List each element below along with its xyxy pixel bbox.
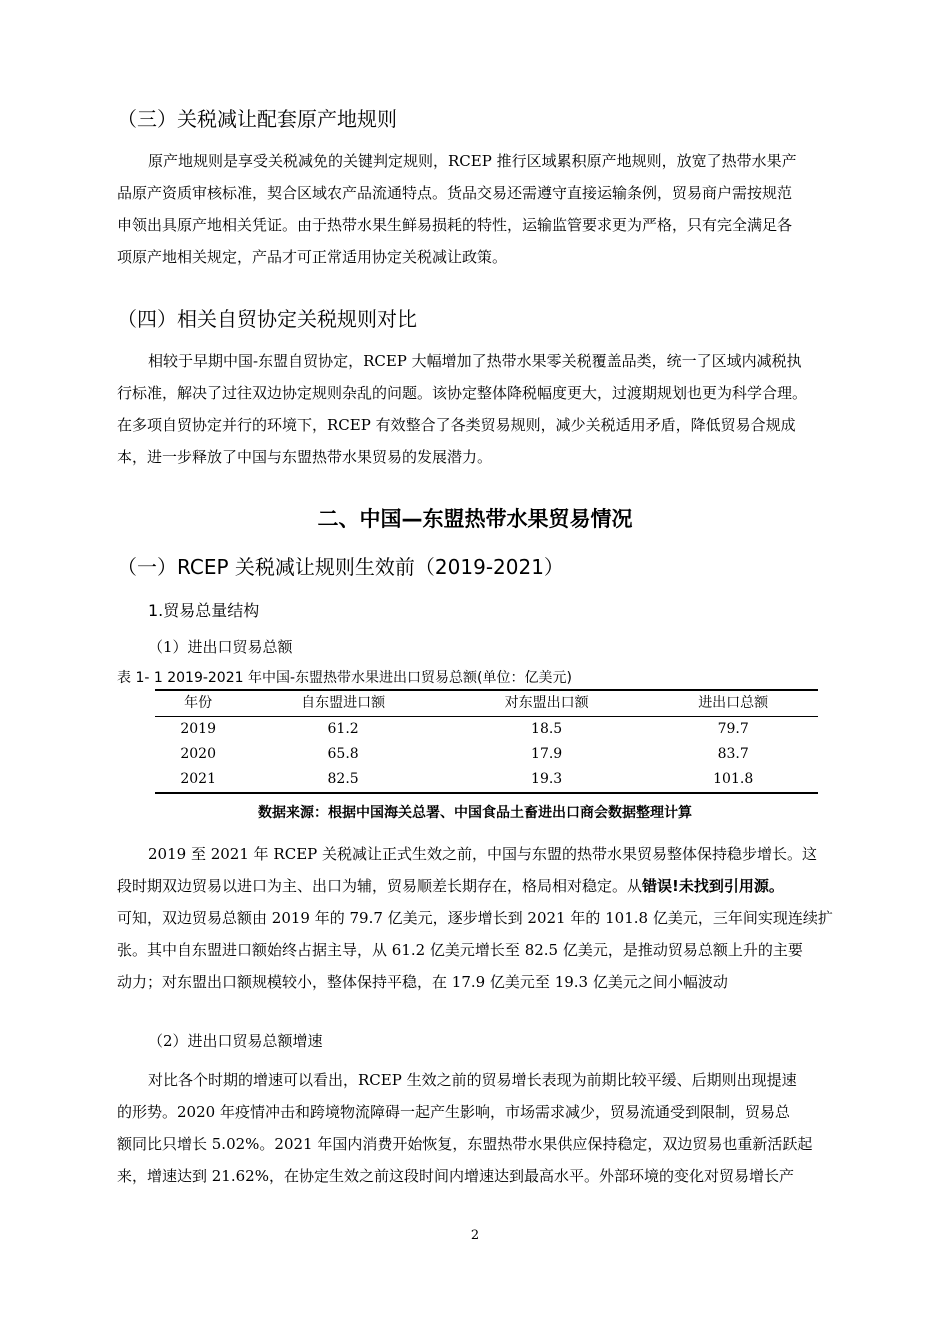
subheading-total-trade: （1）进出口贸易总额	[148, 638, 293, 656]
text-line: 来，增速达到 21.62%，在协定生效之前这段时间内增速达到最高水平。外部环境的变化对贸易增长产	[117, 1167, 794, 1185]
text-line: 2019 至 2021 年 RCEP 关税减让正式生效之前，中国与东盟的热带水果贸易整体保持稳步增长。这	[148, 845, 818, 863]
table-source: 数据来源：根据中国海关总署、中国食品土畜进出口商会数据整理计算	[258, 805, 692, 821]
table-cell: 83.7	[717, 746, 749, 762]
column-header: 进出口总额	[698, 695, 769, 711]
text-line: 原产地规则是享受关税减免的关键判定规则，RCEP 推行区域累积原产地规则，放宽了热带水果产	[148, 152, 797, 170]
paragraph-origin-rules	[117, 145, 859, 273]
text-line: 动力；对东盟出口额规模较小，整体保持平稳，在 17.9 亿美元至 19.3 亿美元之间小幅波动	[117, 973, 728, 991]
paragraph-fta-comparison	[117, 345, 859, 473]
text-line: 项原产地相关规定，产品才可正常适用协定关税减让政策。	[117, 248, 508, 266]
subheading-trade-structure: 1.贸易总量结构	[148, 601, 260, 620]
column-header: 自东盟进口额	[301, 695, 386, 711]
section-heading-3: （三）关税减让配套原产地规则	[117, 107, 397, 131]
table-cell: 101.8	[713, 771, 754, 787]
text-line: 申领出具原产地相关凭证。由于热带水果生鲜易损耗的特性，运输监管要求更为严格，只有完全满足各	[117, 216, 793, 234]
paragraph-growth-analysis	[117, 1064, 859, 1192]
table-cell: 2021	[180, 771, 216, 787]
text-line: 品原产资质审核标准，契合区域农产品流通特点。货品交易还需遵守直接运输条例，贸易商户需按规范	[117, 184, 793, 202]
page-number: 2	[470, 1228, 480, 1243]
table-header-row	[155, 690, 818, 717]
chapter-heading: 二、中国—东盟热带水果贸易情况	[317, 507, 633, 531]
text-line: 行标准，解决了过往双边协定规则杂乱的问题。该协定整体降税幅度更大，过渡期规划也更为科学合理。	[117, 384, 808, 402]
table-row	[155, 742, 818, 767]
table-cell: 65.8	[327, 746, 359, 762]
table-cell: 2020	[180, 746, 216, 762]
subheading-growth-rate: （2）进出口贸易总额增速	[148, 1032, 323, 1050]
table-cell: 82.5	[327, 771, 359, 787]
section-heading-2-1: （一）RCEP 关税减让规则生效前（2019-2021）	[117, 555, 564, 579]
table-cell: 17.9	[531, 746, 563, 762]
text-line: 张。其中自东盟进口额始终占据主导，从 61.2 亿美元增长至 82.5 亿美元，是推动贸易总额上升的主要	[117, 941, 803, 959]
trade-table	[155, 689, 818, 794]
column-header: 对东盟出口额	[504, 695, 589, 711]
table-row	[155, 767, 818, 793]
table-cell: 79.7	[717, 721, 749, 737]
text-line: 相较于早期中国-东盟自贸协定，RCEP 大幅增加了热带水果零关税覆盖品类，统一了区域内减税执	[148, 352, 802, 370]
table-row	[155, 717, 818, 743]
text-line: 额同比只增长 5.02%。2021 年国内消费开始恢复，东盟热带水果供应保持稳定，双边贸易也重新活跃起	[117, 1135, 813, 1153]
paragraph-trade-analysis	[117, 838, 859, 998]
reference-error[interactable]: 错误!未找到引用源。	[642, 877, 784, 895]
column-header: 年份	[184, 695, 213, 711]
text-line: 对比各个时期的增速可以看出，RCEP 生效之前的贸易增长表现为前期比较平缓、后期则出现提速	[148, 1071, 797, 1089]
text-line: 本，进一步释放了中国与东盟热带水果贸易的发展潜力。	[117, 448, 493, 466]
text-line: 的形势。2020 年疫情冲击和跨境物流障碍一起产生影响，市场需求减少，贸易流通受到限制，贸易总	[117, 1103, 790, 1121]
table-cell: 2019	[180, 721, 216, 737]
text-line: 在多项自贸协定并行的环境下，RCEP 有效整合了各类贸易规则，减少关税适用矛盾，降低贸易合规成	[117, 416, 796, 434]
section-heading-4: （四）相关自贸协定关税规则对比	[117, 307, 417, 331]
text-line	[117, 870, 859, 902]
table-caption: 表 1- 1 2019-2021 年中国-东盟热带水果进出口贸易总额(单位：亿美元)	[117, 670, 572, 686]
table-cell: 61.2	[327, 721, 359, 737]
table-cell: 19.3	[531, 771, 563, 787]
text-fragment: 段时期双边贸易以进口为主、出口为辅，贸易顺差长期存在，格局相对稳定。从	[117, 877, 643, 895]
table-cell: 18.5	[531, 721, 563, 737]
text-line: 可知，双边贸易总额由 2019 年的 79.7 亿美元，逐步增长到 2021 年的 101.8 亿美元，三年间实现连续扩	[117, 909, 833, 927]
